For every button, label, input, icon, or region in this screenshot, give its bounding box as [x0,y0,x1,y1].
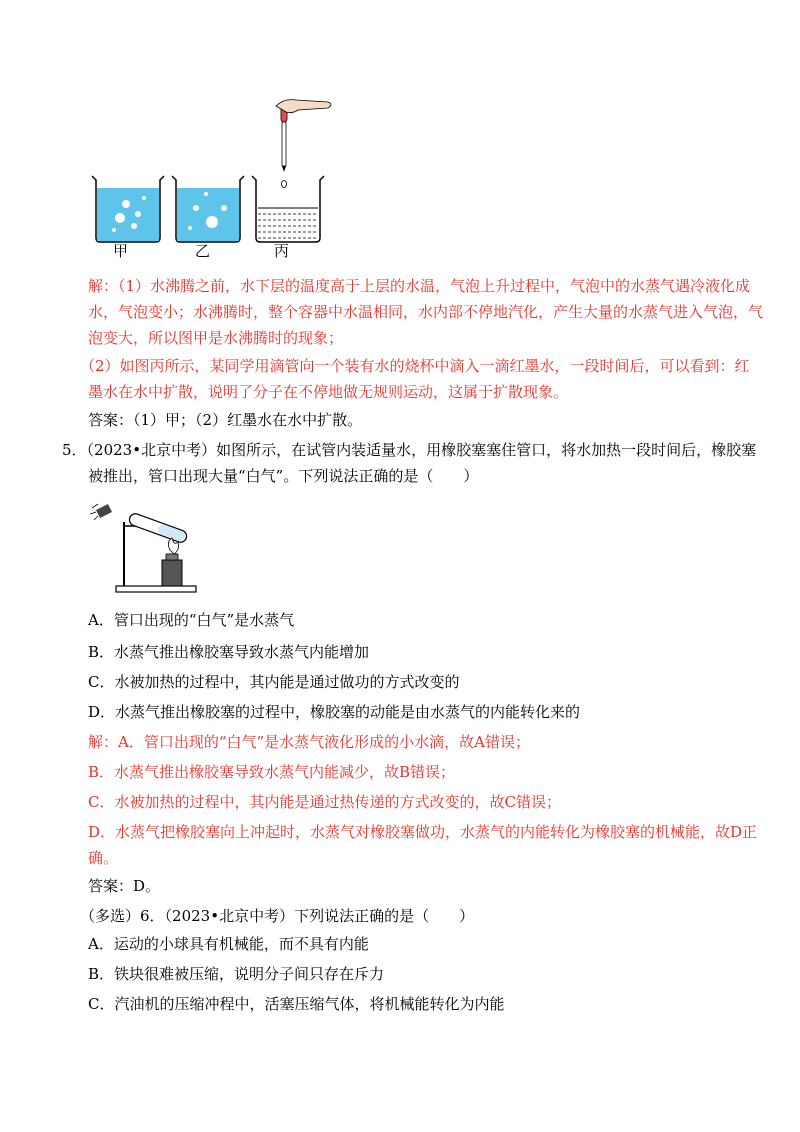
label-bing: 丙 [274,242,290,260]
test-tube-figure [88,498,198,598]
beaker-yi [172,176,244,242]
q6-stem: （多选）6．（2023•北京中考）下列说法正确的是（ ） [80,907,475,925]
q4-answer: 答案：（1）甲；（2）红墨水在水中扩散。 [88,411,363,429]
label-jia: 甲 [113,242,129,260]
q5-solution-line: B．水蒸气推出橡胶塞导致水蒸气内能减少，故B错误； [88,763,456,781]
q4-solution-line: 墨水在水中扩散，说明了分子在不停地做无规则运动，这属于扩散现象。 [88,383,569,401]
q5-option-c: C．水被加热的过程中，其内能是通过做功的方式改变的 [88,673,460,691]
q4-solution-line: （2）如图丙所示，某同学用滴管向一个装有水的烧杯中滴入一滴红墨水，一段时间后，可以看到：红 [80,357,750,375]
q6-option-c: C．汽油机的压缩冲程中，活塞压缩气体，将机械能转化为内能 [88,995,505,1013]
q5-solution-line: 解：A．管口出现的“白气”是水蒸气液化形成的小水滴，故A错误； [88,733,531,751]
q5-option-a: A．管口出现的“白气”是水蒸气 [88,611,295,629]
q5-solution-line: C．水被加热的过程中，其内能是通过热传递的方式改变的，故C错误； [88,793,561,811]
beaker-bing [252,100,331,242]
beaker-jia [92,176,164,242]
q5-solution-line: 确。 [88,849,119,867]
q4-solution-line: 解：（1）水沸腾之前，水下层的温度高于上层的水温，气泡上升过程中，气泡中的水蒸气遇冷液化成 [88,277,751,295]
q5-answer: 答案：D。 [88,877,161,895]
q5-stem-line: 5．（2023•北京中考）如图所示，在试管内装适量水，用橡胶塞塞住管口，将水加热一段时间后，橡胶塞 [62,441,757,459]
label-yi: 乙 [195,242,211,260]
q5-option-d: D．水蒸气推出橡胶塞的过程中，橡胶塞的动能是由水蒸气的内能转化来的 [88,703,581,721]
q6-option-a: A．运动的小球具有机械能，而不具有内能 [88,935,369,953]
q6-option-b: B．铁块很难被压缩，说明分子间只存在斥力 [88,965,385,983]
q5-option-b: B．水蒸气推出橡胶塞导致水蒸气内能增加 [88,643,370,661]
q5-stem-line: 被推出，管口出现大量“白气”。下列说法正确的是（ ） [88,467,479,485]
q4-solution-line: 泡变大，所以图甲是水沸腾时的现象； [88,329,344,347]
q5-solution-line: D．水蒸气把橡胶塞向上冲起时，水蒸气对橡胶塞做功，水蒸气的内能转化为橡胶塞的机械能，故D正 [88,823,758,841]
q4-solution-line: 水，气泡变小；水沸腾时，整个容器中水温相同，水内部不停地汽化，产生大量的水蒸气进入气泡，气 [88,303,764,321]
